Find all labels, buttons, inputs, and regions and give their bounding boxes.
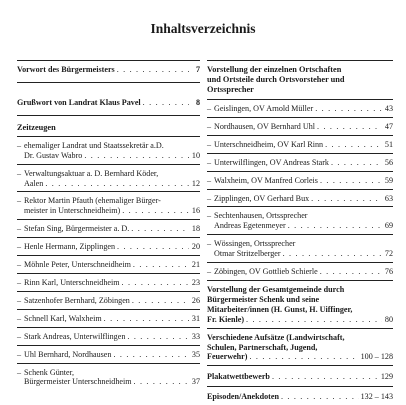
toc-entry-vorwort[interactable]: Vorwort des Bürgermeisters . . . 7 <box>17 65 200 75</box>
toc-entry-ortschaft[interactable]: – Geislingen, OV Arnold Müller . . . 43 <box>207 104 393 114</box>
divider <box>207 60 393 61</box>
page-number: 37 <box>191 377 200 387</box>
page-number: 132 – 143 <box>360 392 393 402</box>
divider <box>17 115 200 116</box>
page-number: 31 <box>191 313 200 323</box>
page-number: 76 <box>384 267 393 277</box>
page-number: 10 <box>191 150 200 160</box>
divider <box>17 60 200 61</box>
toc-entry-zeitzeuge[interactable]: – Uhl Bernhard, Nordhausen . . . 35 <box>17 350 200 360</box>
divider <box>17 345 200 346</box>
divider <box>207 117 393 118</box>
divider <box>17 164 200 165</box>
divider <box>207 365 393 366</box>
divider <box>17 136 200 137</box>
toc-entry-zeitzeuge[interactable]: – Stark Andreas, Unterwilflingen . . . 33 <box>17 332 200 342</box>
toc-entry-zeitzeuge[interactable]: – Möhnle Peter, Unterschneidheim . . . 21 <box>17 260 200 270</box>
toc-entry-zeitzeuge[interactable]: – Satzenhofer Bernhard, Zöbingen . . . 26 <box>17 296 200 306</box>
toc-entry-ortschaft[interactable]: – Unterwilflingen, OV Andreas Stark . . . 56 <box>207 158 393 168</box>
page-number: 51 <box>384 139 393 149</box>
toc-entry-zeitzeuge[interactable]: – ehemaliger Landrat und Staatssekretär a.D. Dr. Gustav Wabro . . . 10 <box>17 141 200 161</box>
page-number: 63 <box>384 193 393 203</box>
toc-entry-ortschaft[interactable]: – Zipplingen, OV Gerhard Bux . . . 63 <box>207 194 393 204</box>
toc-entry-zeitzeuge[interactable]: – Schenk Günter, Bürgermeister Unterschneidheim . . . 37 <box>17 368 200 388</box>
page-number: 26 <box>191 295 200 305</box>
toc-entry-episoden[interactable]: Episoden/Anekdoten . . . 132 – 143 <box>207 392 393 402</box>
toc-entry-ortschaft[interactable]: – Nordhausen, OV Bernhard Uhl . . . 47 <box>207 122 393 132</box>
page-number: 7 <box>195 65 200 74</box>
page-number: 8 <box>195 97 200 107</box>
page-number: 20 <box>191 242 200 252</box>
divider <box>207 153 393 154</box>
toc-entry-ortschaft[interactable]: – Unterschneidheim, OV Karl Rinn . . . 51 <box>207 140 393 150</box>
section-heading-ortschaften: Vorstellung der einzelnen Ortschaften und Ortsteile durch Ortsvorsteher und Ortssprecher <box>207 65 345 94</box>
divider <box>207 386 393 387</box>
toc-entry-aufsaetze[interactable]: Verschiedene Aufsätze (Landwirtschaft, Schulen, Partnerschaft, Jugend, Feuerwehr) . . . 100 – 128 <box>207 333 393 363</box>
section-heading-zeitzeugen: Zeitzeugen <box>17 122 56 132</box>
toc-entry-ortschaft[interactable]: – Sechtenhausen, Ortssprecher Andreas Egetenmeyer . . . 69 <box>207 211 393 231</box>
divider <box>207 99 393 100</box>
page-number: 129 <box>380 372 393 382</box>
toc-entry-zeitzeuge[interactable]: – Verwaltungsaktuar a. D. Bernhard Köder, Aalen . . . 12 <box>17 169 200 189</box>
toc-entry-zeitzeuge[interactable]: – Rektor Martin Pfauth (ehemaliger Bürger- meister in Unterschneidheim) . . . 16 <box>17 196 200 216</box>
divider <box>207 280 393 281</box>
page-number: 56 <box>384 157 393 167</box>
page-number: 23 <box>191 277 200 287</box>
page-number: 100 – 128 <box>360 352 393 362</box>
divider <box>17 191 200 192</box>
toc-entry-zeitzeuge[interactable]: – Schnell Karl, Walxheim . . . 31 <box>17 314 200 324</box>
page-number: 18 <box>191 224 200 234</box>
page-number: 59 <box>384 175 393 185</box>
divider <box>207 328 393 329</box>
divider <box>17 273 200 274</box>
toc-entry-zeitzeuge[interactable]: – Rinn Karl, Unterschneidheim . . . 23 <box>17 278 200 288</box>
divider <box>207 189 393 190</box>
toc-entry-gemeinde[interactable]: Vorstellung der Gesamtgemeinde durch Bürgermeister Schenk und seine Mitarbeiter/innen (H. Gunst, H. Uiffinger, Fr. Kienle) . . . 80 <box>207 285 393 325</box>
divider <box>207 262 393 263</box>
divider <box>17 237 200 238</box>
divider <box>17 219 200 220</box>
divider <box>17 255 200 256</box>
toc-entry-plakatwettbewerb[interactable]: Plakatwettbewerb . . . 129 <box>207 372 393 382</box>
page-number: 21 <box>191 260 200 270</box>
divider <box>207 171 393 172</box>
page-number: 80 <box>384 314 393 324</box>
divider <box>207 206 393 207</box>
toc-entry-grusswort[interactable]: Grußwort von Landrat Klaus Pavel . . . 8 <box>17 98 200 108</box>
divider <box>17 291 200 292</box>
divider <box>17 327 200 328</box>
toc-entry-zeitzeuge[interactable]: – Stefan Sing, Bürgermeister a. D. . . . 18 <box>17 224 200 234</box>
toc-entry-ortschaft[interactable]: – Zöbingen, OV Gottlieb Schierle . . . 76 <box>207 267 393 277</box>
page-number: 69 <box>384 221 393 231</box>
page-number: 35 <box>191 349 200 359</box>
toc-entry-ortschaft[interactable]: – Walxheim, OV Manfred Corleis . . . 59 <box>207 176 393 186</box>
divider <box>17 82 200 83</box>
page-number: 16 <box>191 206 200 216</box>
page-number: 72 <box>384 249 393 259</box>
page-number: 47 <box>384 121 393 131</box>
divider <box>17 309 200 310</box>
divider <box>17 363 200 364</box>
toc-right-column <box>207 60 393 405</box>
divider <box>207 234 393 235</box>
page-number: 43 <box>384 104 393 113</box>
toc-entry-zeitzeuge[interactable]: – Henle Hermann, Zipplingen . . . 20 <box>17 242 200 252</box>
page-number: 33 <box>191 331 200 341</box>
toc-entry-ortschaft[interactable]: – Wössingen, Ortssprecher Otmar Stritzelberger . . . 72 <box>207 239 393 259</box>
page-title: Inhaltsverzeichnis <box>150 21 256 36</box>
divider <box>207 135 393 136</box>
page-number: 12 <box>191 178 200 188</box>
toc-left-column <box>17 60 200 387</box>
